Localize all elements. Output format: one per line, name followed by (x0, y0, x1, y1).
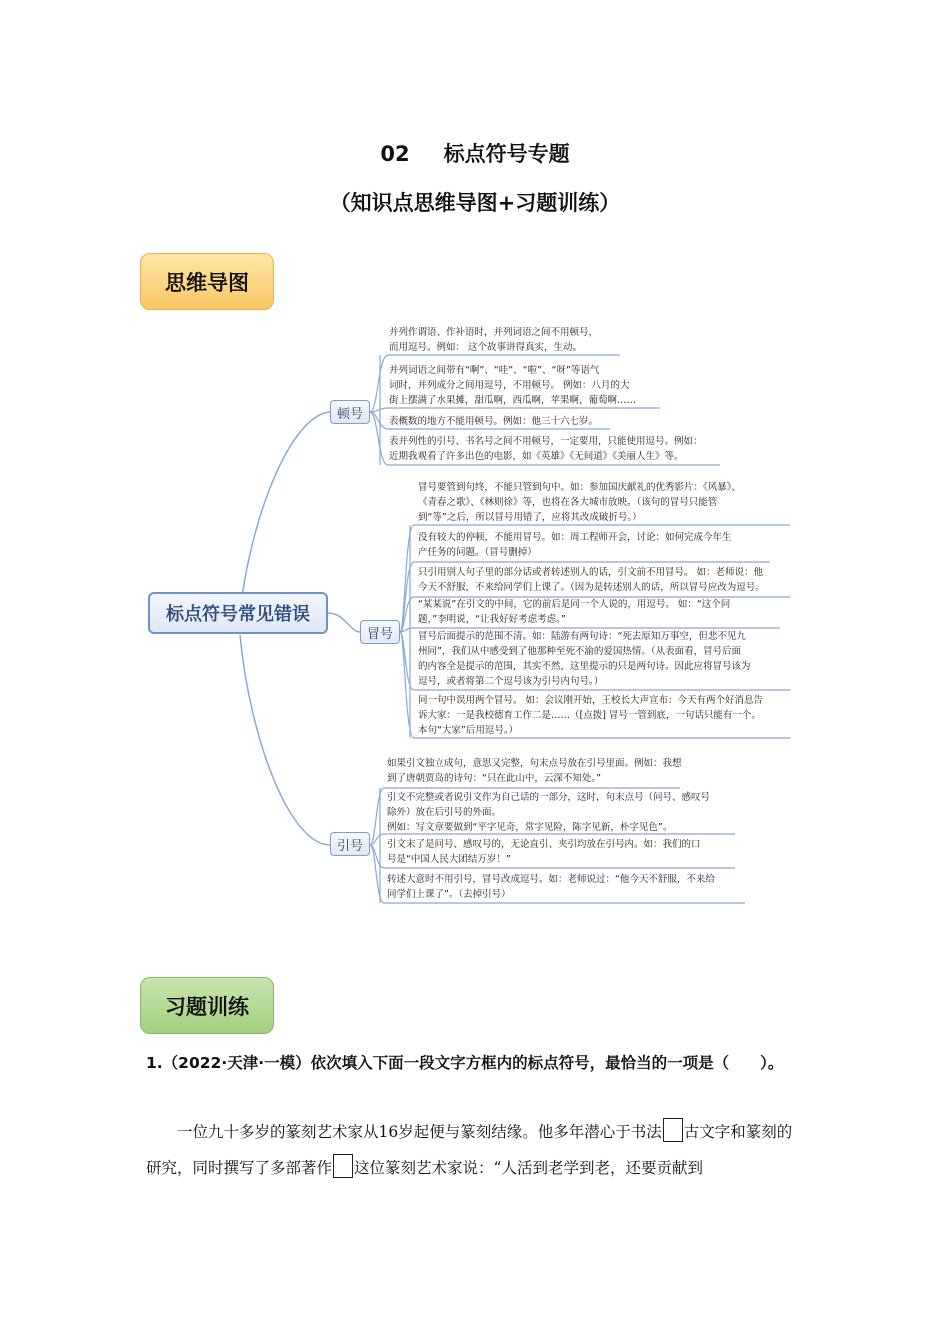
passage-part-3: 这位篆刻艺术家说：“人活到老学到老，还要贡献到 (354, 1159, 703, 1177)
leaf-yinhao-1: 如果引文独立成句，意思又完整，句末点号放在引号里面。例如：我想 到了唐朝贾岛的诗句：“只在此山中，云深不知处。” (387, 758, 682, 784)
passage-part-2: 古文字和篆刻的研究，同时撰写了多部著作 (146, 1123, 793, 1177)
section-label-mindmap: 思维导图 (140, 253, 274, 310)
mindmap-branch-maohao: 冒号 (360, 620, 400, 644)
connector-central-maohao (328, 613, 360, 632)
question-1: 1.（2022·天津·一模）依次填入下面一段文字方框内的标点符号，最恰当的一项是（ ）。 (146, 1054, 784, 1072)
leaf-maohao-4: “某某说”在引文的中间，它的前后是同一个人说的，用逗号。 如：“这个问 题，”李明说，“让我好好考虑考虑。” (418, 599, 731, 625)
blank-box-1[interactable] (663, 1118, 683, 1142)
leaf-maohao-2: 没有较大的停顿，不能用冒号。如：周工程师开会，讨论：如何完成今年生 产任务的问题。（冒号删掉） (418, 532, 732, 558)
leaf-maohao-3: 只引用别人句子里的部分话或者转述别人的话，引文前不用冒号。 如：老师说：他 今天不舒服，不来给同学们上课了。（因为是转述别人的话，所以冒号应改为逗号。 (418, 567, 765, 593)
connector-central-dunhao (240, 412, 330, 613)
blank-box-2[interactable] (333, 1154, 353, 1178)
leaf-maohao-1: 冒号要管到句终，不能只管到句中。如：参加国庆献礼的优秀影片：《风暴》、 《青春之歌》、《林则徐》等，也将在各大城市放映。（该句的冒号只能管 到“等”之后，所以冒号用错了，应将其改成破折号。） (418, 482, 742, 523)
leaf-yinhao-4: 转述大意时不用引号，冒号改成逗号。如：老师说过：“他今天不舒服，不来给 同学们上课了”。（去掉引号） (387, 874, 715, 900)
document-title (0, 138, 950, 168)
passage (146, 1114, 806, 1186)
title-number: 02 (380, 142, 410, 166)
leaf-yinhao-2: 引文不完整或者说引文作为自己话的一部分，这时，句末点号（问号、感叹号 除外）放在后引号的外面。 例如：写文章要做到“平字见奇，常字见险，陈字见新，朴字见色”。 (387, 792, 711, 833)
leaf-maohao-5: 冒号后面提示的范围不清。如：陆游有两句诗：“死去原知万事空，但悲不见九 州同”，我们从中感受到了他那种至死不渝的爱国热情。（从表面看，冒号后面 的内容全是提示的范围，其实不然，这里提示的只是两句诗。因此应将冒号该为 逗号，或者将第二个逗号该为引号内句号。） (418, 631, 751, 687)
leaf-dunhao-3: 表概数的地方不能用顿号。例如：他三十六七岁。 (389, 416, 599, 427)
leaf-dunhao-4: 表并列性的引号、书名号之间不用顿号，一定要用，只能使用逗号。例如： 近期我观看了许多出色的电影，如《英雄》《无间道》《美丽人生》等。 (389, 436, 703, 462)
leaf-yinhao-3: 引文末了是问号、感叹号的，无论直引、夹引均放在引号内。如：我们的口 号是“中国人民大团结万岁！” (387, 839, 701, 865)
leaf-maohao-6: 同一句中误用两个冒号。 如：会议刚开始，王校长大声宣布：今天有两个好消息告 诉大家：一是我校德育工作二是……（[点拨] 冒号一管到底，一句话只能有一个。 本句“大家”后用逗号。） (418, 695, 764, 736)
section-label-exercise: 习题训练 (140, 977, 274, 1034)
document-subtitle: （知识点思维导图+习题训练） (329, 191, 621, 215)
mindmap-branch-dunhao: 顿号 (330, 400, 370, 424)
leaf-dunhao-1: 并列作谓语、作补语时，并列词语之间不用顿号， 而用逗号。例如： 这个故事讲得真实，生动。 (389, 327, 599, 353)
passage-part-1: 一位九十多岁的篆刻艺术家从16岁起便与篆刻结缘。他多年潜心于书法 (177, 1123, 662, 1141)
mindmap-central-node: 标点符号常见错误 (148, 592, 328, 634)
mindmap-branch-yinhao: 引号 (330, 832, 370, 856)
connector-central-yinhao (240, 635, 330, 845)
title-text: 标点符号专题 (443, 142, 570, 166)
leaf-dunhao-2: 并列词语之间带有“啊”、“哇”、“啦”、“呀”等语气 词时，并列成分之间用逗号，不用顿号。 例如：八月的大 街上摆满了水果摊，甜瓜啊，西瓜啊，苹果啊，葡萄啊…… (389, 365, 637, 406)
